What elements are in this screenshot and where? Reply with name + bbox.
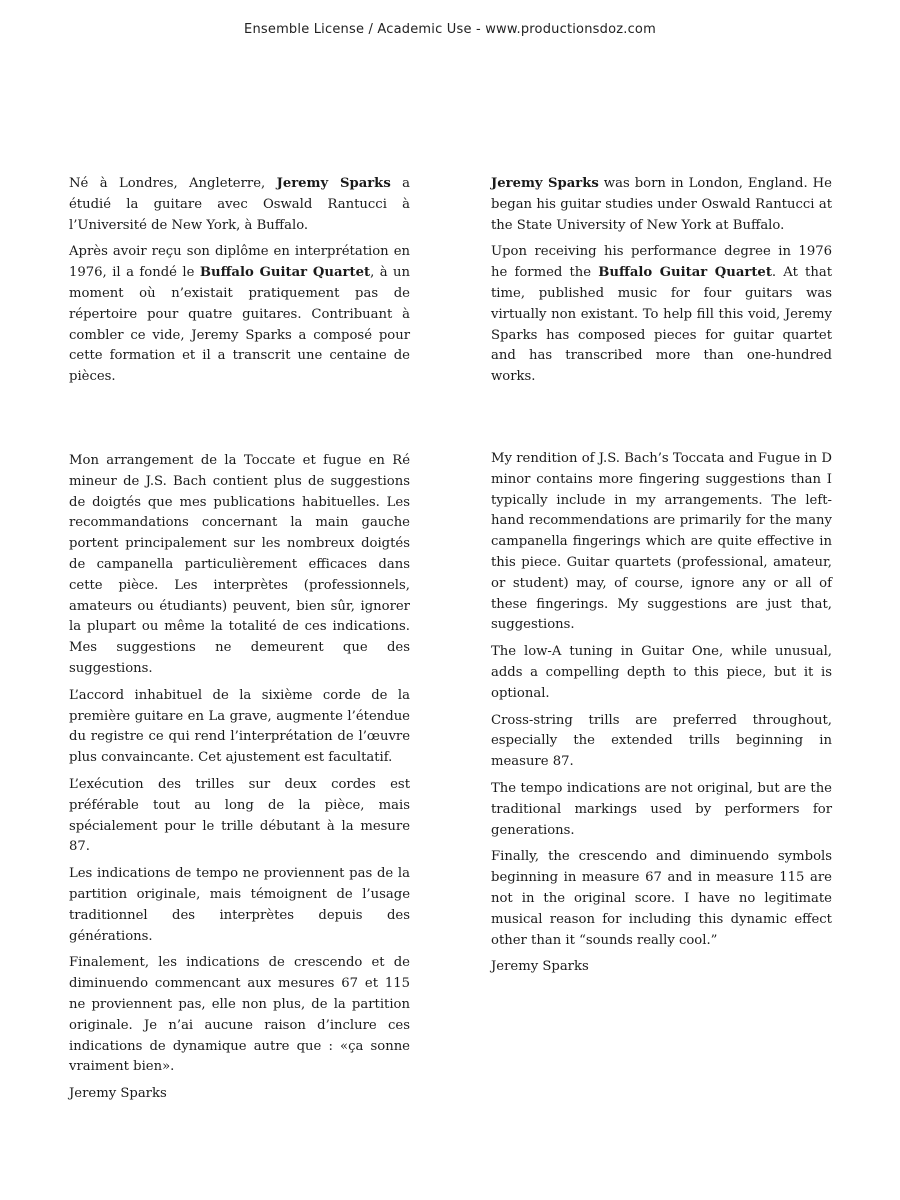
composer-name: Jeremy Sparks xyxy=(491,176,599,191)
notes-paragraph: The tempo indications are not original, but are the traditional markings used by performers for generations. xyxy=(491,780,832,838)
signature: Jeremy Sparks xyxy=(69,1086,167,1102)
notes-paragraph: Mon arrangement de la Toccate et fugue en Ré mineur de J.S. Bach contient plus de suggestions de doigtés que mes publications habituelles. Les recommandations concernant la main gauche portent principalement sur les nombreux doigtés de campanella particulièrement efficaces dans cette pièce. Les interprètes (professionnels, amateurs ou étudiants) peuvent, bien sûr, ignorer la plupart ou même la totalité de ces indications. Mes suggestions ne demeurent que des suggestions. xyxy=(69,453,410,676)
performance-notes-french xyxy=(69,451,410,1111)
signature: Jeremy Sparks xyxy=(491,959,589,975)
notes-paragraph: Cross-string trills are preferred throughout, especially the extended trills beginning in measure 87. xyxy=(491,712,832,770)
biography-french xyxy=(69,174,410,394)
bio-paragraph: Upon receiving his performance degree in 1976 he formed the Buffalo Guitar Quartet. At that time, published music for four guitars was virtually non existant. To help fill this void, Jeremy Sparks has composed pieces for guitar quartet and has transcribed more than one-hundred works. xyxy=(491,244,832,385)
notes-paragraph: The low-A tuning in Guitar One, while unusual, adds a compelling depth to this piece, but it is optional. xyxy=(491,644,832,701)
ensemble-name: Buffalo Guitar Quartet xyxy=(598,265,772,281)
performance-notes-english xyxy=(491,449,832,984)
bio-paragraph: Né à Londres, Angleterre, Jeremy Sparks a étudié la guitare avec Oswald Rantucci à l’Université de New York, à Buffalo. xyxy=(69,176,410,233)
notes-paragraph: Finally, the crescendo and diminuendo symbols beginning in measure 67 and in measure 115 are not in the original score. I have no legitimate musical reason for including this dynamic effect other than it “sounds really cool.” xyxy=(491,849,832,948)
biography-english xyxy=(491,174,832,394)
ensemble-name: Buffalo Guitar Quartet xyxy=(199,265,371,281)
bio-paragraph: Après avoir reçu son diplôme en interprétation en 1976, il a fondé le Buffalo Guitar Quartet, à un moment où n’existait pratiquement pas de répertoire pour quatre guitares. Contribuant à combler ce vide, Jeremy Sparks a composé pour cette formation et il a transcrit une centaine de pièces. xyxy=(69,244,410,385)
notes-paragraph: Finalement, les indications de crescendo et de diminuendo commencant aux mesures 67 et 115 ne proviennent pas, elle non plus, de la partition originale. Je n’ai aucune raison d’inclure ces indications de dynamique autre que : «ça sonne vraiment bien». xyxy=(69,955,410,1075)
composer-name: Jeremy Sparks xyxy=(276,176,391,191)
bio-paragraph: Jeremy Sparks was born in London, England. He began his guitar studies under Oswald Rantucci at the State University of New York at Buffalo. xyxy=(491,176,832,233)
notes-paragraph: L’exécution des trilles sur deux cordes est préférable tout au long de la pièce, mais spécialement pour le trille débutant à la mesure 87. xyxy=(69,776,410,855)
notes-paragraph: Les indications de tempo ne proviennent pas de la partition originale, mais témoignent de l’usage traditionnel des interprètes depuis des générations. xyxy=(69,866,410,944)
notes-paragraph: L’accord inhabituel de la sixième corde de la première guitare en La grave, augmente l’étendue du registre ce qui rend l’interprétation de l’œuvre plus convaincante. Cet ajustement est facultatif. xyxy=(69,687,410,766)
license-header: Ensemble License / Academic Use - www.productionsdoz.com xyxy=(244,22,656,37)
notes-paragraph: My rendition of J.S. Bach’s Toccata and Fugue in D minor contains more fingering suggestions than I typically include in my arrangements. The left-hand recommendations are primarily for the many campanella fingerings which are quite effective in this piece. Guitar quartets (professional, amateur, or student) may, of course, ignore any or all of these fingerings. My suggestions are just that, suggestions. xyxy=(491,451,832,633)
